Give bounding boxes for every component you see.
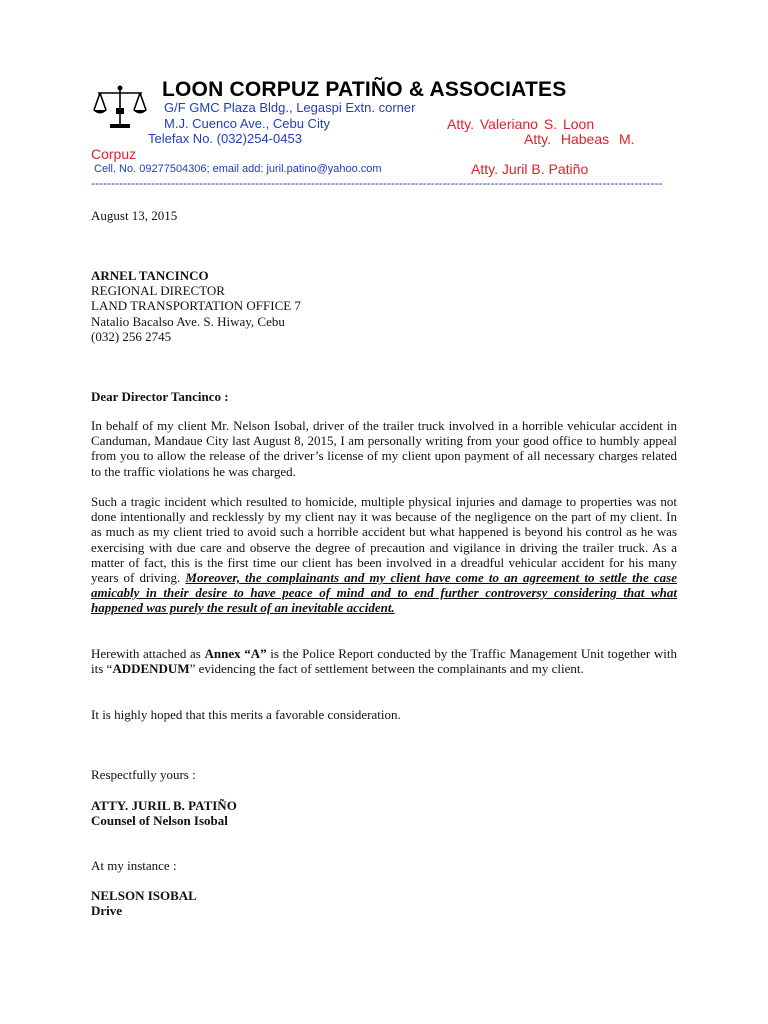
firm-address-line1: G/F GMC Plaza Bldg., Legaspi Extn. corner bbox=[164, 100, 416, 115]
letter-date: August 13, 2015 bbox=[91, 208, 178, 223]
paragraph-3-part2: is the Police Report conducted by the Traffic Management Unit together with its “ bbox=[91, 646, 677, 677]
firm-name: LOON CORPUZ PATIÑO & ASSOCIATES bbox=[162, 78, 567, 101]
salutation: Dear Director Tancinco : bbox=[91, 389, 229, 404]
recipient-office: LAND TRANSPORTATION OFFICE 7 bbox=[91, 298, 301, 313]
firm-cell-email: Cell. No. 09277504306; email add: juril.patino@yahoo.com bbox=[94, 163, 382, 175]
recipient-name: ARNEL TANCINCO bbox=[91, 268, 209, 283]
signatory-title: Counsel of Nelson Isobal bbox=[91, 813, 228, 828]
paragraph-3 bbox=[91, 646, 677, 676]
recipient-phone: (032) 256 2745 bbox=[91, 329, 172, 344]
firm-telefax: Telefax No. (032)254-0453 bbox=[148, 131, 302, 146]
client-title: Drive bbox=[91, 903, 123, 918]
paragraph-3-part3: ” evidencing the fact of settlement between the complainants and my client. bbox=[189, 661, 584, 677]
client-name: NELSON ISOBAL bbox=[91, 888, 197, 903]
attorney-corpuz: Atty. Habeas M. bbox=[524, 131, 635, 147]
scales-of-justice-icon bbox=[92, 84, 148, 130]
paragraph-1: In behalf of my client Mr. Nelson Isobal, driver of the trailer truck involved in a horrible vehicular accident in Canduman, Mandaue City last August 8, 2015, I am personally writing from your good office to humbly appeal from you to allow the release of the driver’s license of my client upon payment of all necessary charges related to the traffic violations he was charged. bbox=[91, 418, 677, 479]
paragraph-2-emphasis: Moreover, the complainants and my client have come to an agreement to settle the case amicably in their desire to have peace of mind and to end further controversy considering that what happened was purely the result of an inevitable accident. bbox=[91, 570, 677, 616]
paragraph-4: It is highly hoped that this merits a favorable consideration. bbox=[91, 707, 401, 722]
letterhead-divider: ----------------------------------------------------------------------------------------------------------------------------------------------- bbox=[91, 176, 663, 190]
recipient-title: REGIONAL DIRECTOR bbox=[91, 283, 225, 298]
annex-a-label: Annex “A” bbox=[204, 646, 267, 661]
attorney-loon: Atty. Valeriano S. Loon bbox=[447, 116, 595, 132]
addendum-label: ADDENDUM bbox=[112, 661, 190, 677]
signatory-name: ATTY. JURIL B. PATIÑO bbox=[91, 798, 237, 813]
paragraph-2-text: Such a tragic incident which resulted to homicide, multiple physical injuries and damage to properties was not done intentionally and recklessly by my client nay it was because of the negligence on the part of my client. In as much as my client tried to avoid such a horrible accident but what happened is beyond his control as he was exercising with due care and observe the degree of precaution and vigilance in driving the trailer truck. As a matter of fact, this is the first time our client has been involved in a dreadful vehicular accident for his many years of driving. bbox=[91, 494, 677, 586]
paragraph-3-part1: Herewith attached as bbox=[91, 646, 201, 661]
attorney-corpuz-continued: Corpuz bbox=[91, 146, 137, 162]
attorney-patino: Atty. Juril B. Patiño bbox=[471, 161, 589, 177]
recipient-address: Natalio Bacalso Ave. S. Hiway, Cebu bbox=[91, 314, 285, 329]
paragraph-2 bbox=[91, 494, 677, 616]
firm-address-line2: M.J. Cuenco Ave., Cebu City bbox=[164, 116, 330, 131]
closing: Respectfully yours : bbox=[91, 767, 196, 782]
instance-label: At my instance : bbox=[91, 858, 177, 873]
